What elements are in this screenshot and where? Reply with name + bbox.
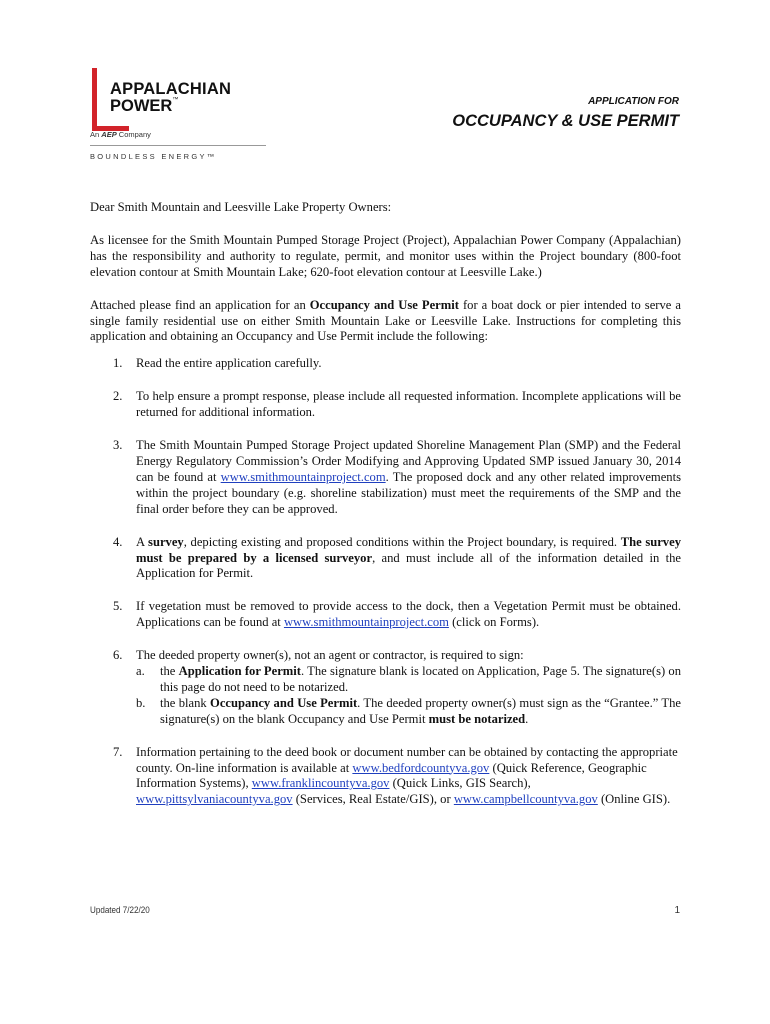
list-item: 7. Information pertaining to the deed book or document number can be obtained by contacting the appropriate county. On-line information is available at www.bedfordcountyva.gov (Quick Reference, Geographic Information Systems), www.franklincountyva.gov (Quick Links, GIS Search), www.pittsylvaniacountyva.gov (Services, Real Estate/GIS), or www.campbellcountyva.gov (Online GIS). (113, 744, 678, 807)
logo-name-line2: POWER™ (110, 97, 179, 115)
vegetation-forms-link[interactable]: www.smithmountainproject.com (283, 615, 449, 630)
letter-body (90, 200, 681, 825)
item-text: Read the entire application carefully. (136, 356, 322, 371)
footer-updated-date: Updated 7/22/20 (90, 905, 150, 916)
sub-item-letter: a. (136, 664, 145, 679)
list-item (90, 356, 681, 372)
header-permit-title: OCCUPANCY & USE PERMIT (452, 112, 679, 130)
attached-paragraph: Attached please find an application for an Occupancy and Use Permit for a boat dock or pier intended to serve a single family residential use on either Smith Mountain Lake or Leesville Lake. Instructions for completing this application and obtaining an Occupancy and Use Permit include the following: (90, 297, 681, 344)
item-text: To help ensure a prompt response, please include all requested information. Incomplete applications will be returned for additional information. (136, 389, 681, 420)
list-item: 4. A survey, depicting existing and proposed conditions within the Project boundary, is required. The survey must be prepared by a licensed surveyor, and must include all of the information detailed in the Application for Permit. (113, 534, 681, 581)
item-number: 1. (113, 356, 123, 371)
item-number: 4. (113, 534, 123, 549)
bedford-county-link[interactable]: www.bedfordcountyva.gov (352, 760, 490, 775)
appalachian-power-logo (88, 66, 268, 166)
logo-trademark: ™ (172, 97, 179, 103)
pittsylvania-county-link[interactable]: www.pittsylvaniacountyva.gov (136, 792, 293, 807)
item-number: 2. (113, 389, 123, 404)
list-item: 3. The Smith Mountain Pumped Storage Project updated Shoreline Management Plan (SMP) and the Federal Energy Regulatory Commission’s Order Modifying and Approving Updated SMP issued January 30, 2014 can be found at www.smithmountainproject.com. The proposed dock and any other related improvements within the project boundary (e.g. shoreline stabilization) must meet the requirements of the SMP and the final order before they can be approved. (113, 438, 681, 516)
signature-sublist (136, 664, 681, 728)
item-number: 5. (113, 599, 123, 614)
campbell-county-link[interactable]: www.campbellcountyva.gov (453, 792, 598, 807)
logo-divider (90, 145, 266, 146)
sub-item-letter: b. (136, 695, 146, 710)
smp-link[interactable]: www.smithmountainproject.com (220, 469, 386, 484)
item-number: 3. (113, 438, 123, 453)
list-item: 5. If vegetation must be removed to provide access to the dock, then a Vegetation Permit must be obtained. Applications can be found at www.smithmountainproject.com (click on Forms). (113, 599, 681, 630)
item-text: The deeded property owner(s), not an agent or contractor, is required to sign: (136, 648, 524, 663)
sub-list-item: a. the Application for Permit. The signature blank is located on Application, Page 5. The signature(s) on this page do not need to be notarized. (136, 664, 681, 694)
logo-name-line1: APPALACHIAN (110, 80, 232, 98)
footer-page-number: 1 (674, 905, 680, 916)
intro-paragraph: As licensee for the Smith Mountain Pumped Storage Project (Project), Appalachian Power Company (Appalachian) has the responsibility and authority to regulate, permit, and monitor uses within the Project boundary (800-foot elevation contour at Smith Mountain Lake; 620-foot elevation contour at Leesville Lake.) (90, 232, 681, 279)
list-item (90, 389, 681, 421)
logo-aep-line: An AEP Company (90, 130, 151, 139)
item-number: 6. (113, 648, 123, 663)
sub-list-item: b. the blank Occupancy and Use Permit. The deeded property owner(s) must sign as the “Grantee.” The signature(s) on the blank Occupancy and Use Permit must be notarized. (136, 695, 682, 726)
logo-tagline: BOUNDLESS ENERGY™ (90, 152, 217, 161)
franklin-county-link[interactable]: www.franklincountyva.gov (251, 776, 390, 791)
salutation: Dear Smith Mountain and Leesville Lake Property Owners: (90, 200, 392, 214)
header-application-for: APPLICATION FOR (588, 96, 679, 107)
item-number: 7. (113, 744, 123, 759)
instructions-list (90, 356, 681, 808)
list-item (90, 648, 681, 728)
